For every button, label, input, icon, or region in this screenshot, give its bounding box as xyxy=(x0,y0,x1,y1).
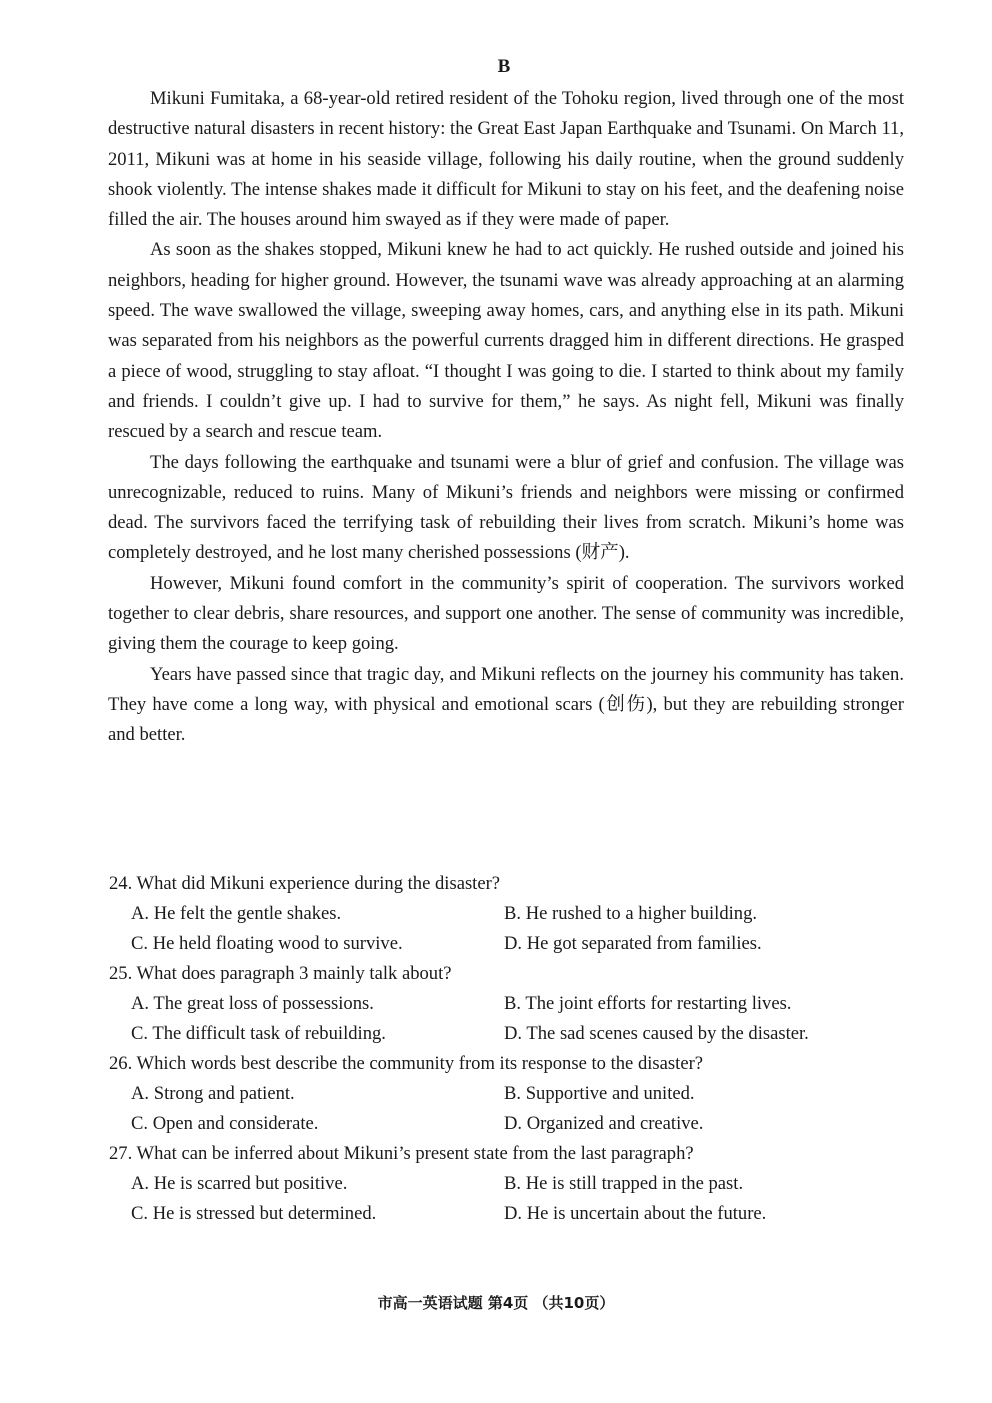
section-label: B xyxy=(497,56,511,77)
passage-paragraph-1: Mikuni Fumitaka, a 68-year-old retired resident of the Tohoku region, lived through one of the most destructive natural disasters in recent history: the Great East Japan Earthquake and Tsunami. On March 11, 2011, Mikuni was at home in his seaside village, following his daily routine, when the ground suddenly shook violently. The intense shakes made it difficult for Mikuni to stay on his feet, and the deafening noise filled the air. The houses around him swayed as if they were made of paper. xyxy=(108,88,904,231)
option-a: A. He felt the gentle shakes. xyxy=(131,903,342,924)
option-c: C. The difficult task of rebuilding. xyxy=(131,1023,386,1044)
reading-passage xyxy=(108,84,904,751)
page-footer: 市高一英语试题 第4页 （共10页） xyxy=(377,1294,615,1312)
option-row xyxy=(109,899,899,929)
option-a: A. The great loss of possessions. xyxy=(131,993,374,1014)
passage-paragraph-5: Years have passed since that tragic day, and Mikuni reflects on the journey his community has taken. They have come a long way, with physical and emotional scars (创伤), but they are rebuilding stronger and better. xyxy=(108,663,904,746)
option-a: A. He is scarred but positive. xyxy=(131,1173,348,1194)
option-d: D. He is uncertain about the future. xyxy=(504,1203,767,1224)
question-26 xyxy=(109,1049,899,1139)
option-row xyxy=(109,929,899,959)
option-row xyxy=(109,1199,899,1229)
question-stem: 24. What did Mikuni experience during the disaster? xyxy=(109,873,501,894)
option-row xyxy=(109,1019,899,1049)
option-d: D. Organized and creative. xyxy=(504,1113,704,1134)
passage-paragraph-3: The days following the earthquake and tsunami were a blur of grief and confusion. The village was unrecognizable, reduced to ruins. Many of Mikuni’s friends and neighbors were missing or confirmed dead. The survivors faced the terrifying task of rebuilding their lives from scratch. Mikuni’s home was completely destroyed, and he lost many cherished possessions (财产). xyxy=(108,451,904,564)
option-a: A. Strong and patient. xyxy=(131,1083,295,1104)
option-b: B. He is still trapped in the past. xyxy=(504,1173,744,1194)
option-c: C. He held floating wood to survive. xyxy=(131,933,403,954)
question-25 xyxy=(109,959,899,1049)
option-b: B. Supportive and united. xyxy=(504,1083,695,1104)
option-b: B. The joint efforts for restarting lives. xyxy=(504,993,792,1014)
option-row xyxy=(109,1079,899,1109)
option-c: C. He is stressed but determined. xyxy=(131,1203,377,1224)
option-d: D. The sad scenes caused by the disaster. xyxy=(504,1023,809,1044)
question-27 xyxy=(109,1139,899,1229)
question-stem: 27. What can be inferred about Mikuni’s present state from the last paragraph? xyxy=(109,1143,694,1164)
option-row xyxy=(109,1169,899,1199)
option-d: D. He got separated from families. xyxy=(504,933,762,954)
question-24 xyxy=(109,869,899,959)
question-stem: 25. What does paragraph 3 mainly talk about? xyxy=(109,963,452,984)
passage-paragraph-4: However, Mikuni found comfort in the community’s spirit of cooperation. The survivors worked together to clear debris, share resources, and support one another. The sense of community was incredible, giving them the courage to keep going. xyxy=(108,572,904,655)
passage-paragraph-2: As soon as the shakes stopped, Mikuni knew he had to act quickly. He rushed outside and joined his neighbors, heading for higher ground. However, the tsunami wave was already approaching at an alarming speed. The wave swallowed the village, sweeping away homes, cars, and anything else in its path. Mikuni was separated from his neighbors as the powerful currents dragged him in different directions. He grasped a piece of wood, struggling to stay afloat. “I thought I was going to die. I started to think about my family and friends. I couldn’t give up. I had to survive for them,” he says. As night fell, Mikuni was finally rescued by a search and rescue team. xyxy=(108,239,904,443)
option-row xyxy=(109,1109,899,1139)
option-c: C. Open and considerate. xyxy=(131,1113,319,1134)
option-row xyxy=(109,989,899,1019)
option-b: B. He rushed to a higher building. xyxy=(504,903,758,924)
question-stem: 26. Which words best describe the community from its response to the disaster? xyxy=(109,1053,704,1074)
question-list xyxy=(109,869,899,1229)
